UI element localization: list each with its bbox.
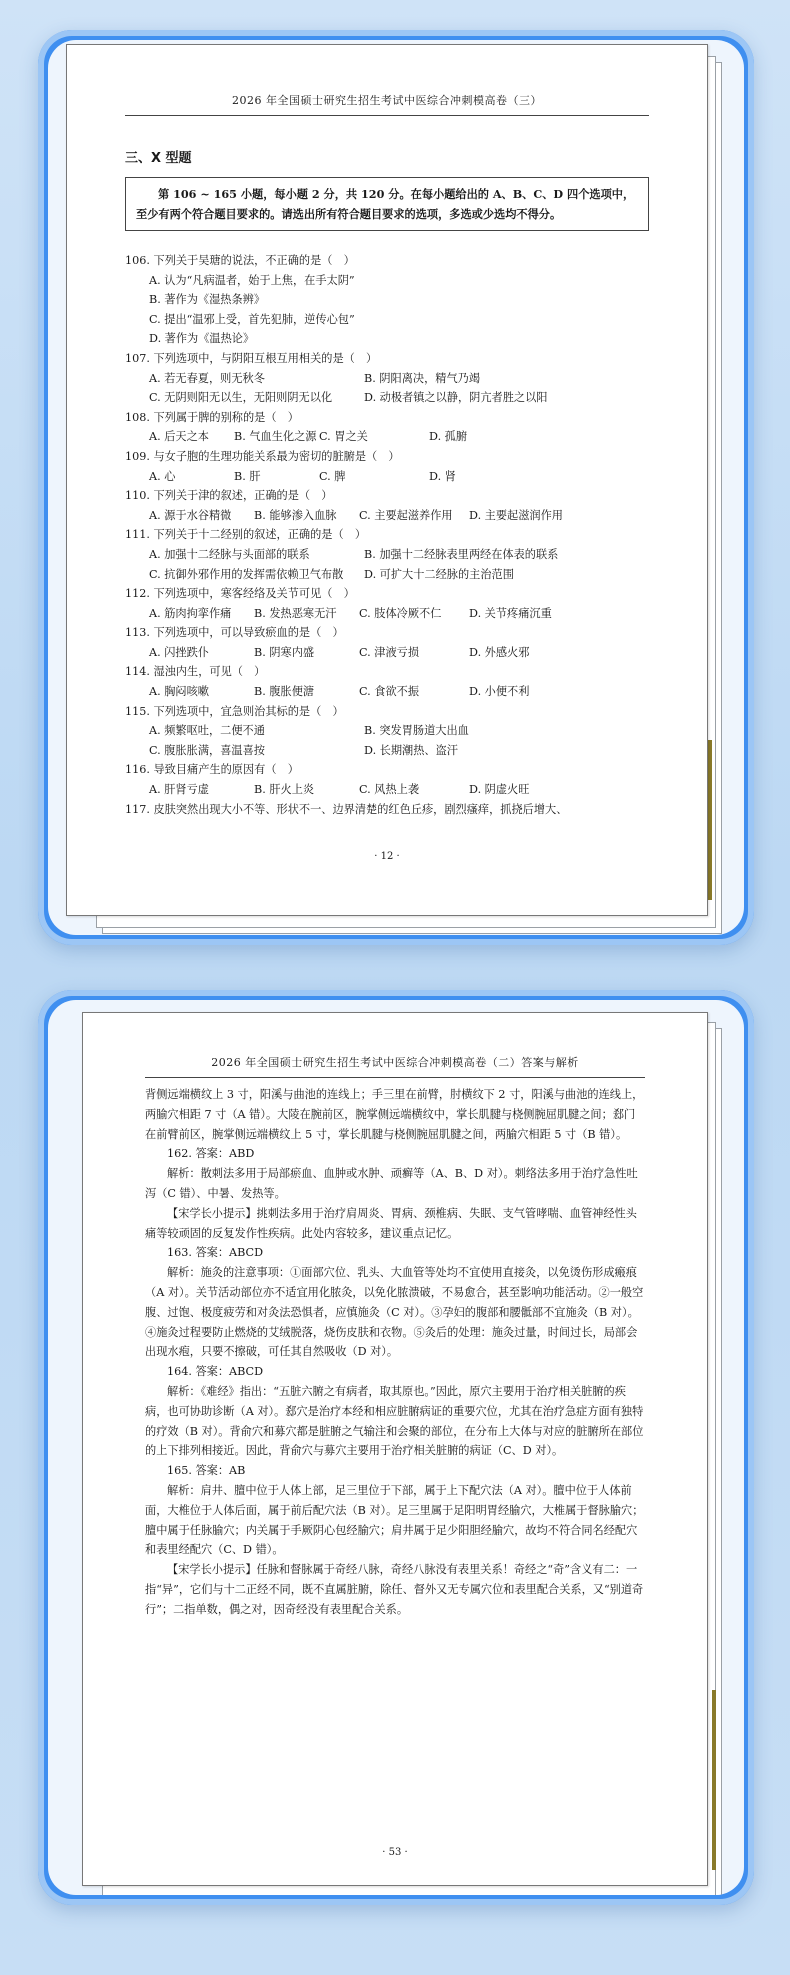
option-a: A. 源于水谷精微 <box>149 508 232 522</box>
option-c: C. 无阴则阳无以生，无阳则阴无以化 <box>149 391 333 405</box>
question-stem: 111. 下列关于十二经别的叙述，正确的是（ ） <box>125 528 367 542</box>
option-c: C. 风热上袭 <box>359 783 420 797</box>
explanation-164: 解析：《难经》指出：“五脏六腑之有病者，取其原也。”因此，原穴主要用于治疗相关脏腑的疾病，也可协助诊断（A 对）。郄穴是治疗本经和相应脏腑病证的重要穴位，尤其在治疗急症方面有独特的疗效（B 对）。背俞穴和募穴都是脏腑之气输注和会聚的部位，在分布上大体与对应的脏腑所在部位的上下排列相接近。因此，背俞穴与募穴主要用于治疗相关脏腑的病证（C、D 对）。 <box>145 1384 644 1458</box>
option-a: A. 若无春夏，则无秋冬 <box>149 371 265 385</box>
instructions-box: 第 106 ~ 165 小题，每小题 2 分，共 120 分。在每小题给出的 A、B、C、D 四个选项中，至少有两个符合题目要求的。请选出所有符合题目要求的选项，多选或少选均不得分。 <box>125 177 649 231</box>
question-stem: 109. 与女子胞的生理功能关系最为密切的脏腑是（ ） <box>125 449 400 463</box>
option-b: B. 突发胃肠道大出血 <box>364 724 469 738</box>
question-109 <box>125 447 667 486</box>
continued-paragraph: 背侧远端横纹上 3 寸，阳溪与曲池的连线上；手三里在前臂，肘横纹下 2 寸，阳溪与曲池的连线上，两腧穴相距 7 寸（A 错）。大陵在腕前区，腕掌侧远端横纹中，掌长肌腱与桡侧腕屈肌腱之间；郄门在前臂前区，腕掌侧远端横纹上 5 寸，掌长肌腱与桡侧腕屈肌腱之间，两腧穴相距 5 寸（B 错）。 <box>145 1088 644 1141</box>
option-d: D. 主要起滋润作用 <box>469 508 563 522</box>
option-b: B. 加强十二经脉表里两经在体表的联系 <box>364 547 559 561</box>
option-b: B. 能够渗入血脉 <box>254 508 337 522</box>
question-115 <box>125 702 667 761</box>
option-d: D. 可扩大十二经脉的主治范围 <box>364 567 514 581</box>
option-b: B. 阴寒内盛 <box>254 645 315 659</box>
page-frame-2 <box>38 990 754 1905</box>
question-stem: 108. 下列属于脾的别称的是（ ） <box>125 410 299 424</box>
tip-165: 【宋学长小提示】任脉和督脉属于奇经八脉，奇经八脉没有表里关系！奇经之“奇”含义有二：一指“异”，它们与十二正经不同，既不直属脏腑，除任、督外又无专属穴位和表里配合关系，又“别道奇行”；二指单数，偶之对，因奇经没有表里配合关系。 <box>145 1563 644 1616</box>
page-frame-1 <box>38 30 754 945</box>
option-a: A. 胸闷咳嗽 <box>149 685 209 699</box>
explanation-163: 解析：施灸的注意事项：①面部穴位、乳头、大血管等处均不宜使用直接灸，以免烫伤形成瘢痕（A 对）。关节活动部位亦不适宜用化脓灸，以免化脓溃破，不易愈合，甚至影响功能活动。②一般空腹、过饱、极度疲劳和对灸法恐惧者，应慎施灸（C 对）。③孕妇的腹部和腰骶部不宜施灸（B 对）。④施灸过程要防止燃烧的艾绒脱落，烧伤皮肤和衣物。⑤灸后的处理：施灸过量，时间过长，局部会出现水疱，只要不擦破，可任其自然吸收（D 对）。 <box>145 1266 644 1359</box>
page-edge-accent <box>712 1690 716 1870</box>
question-113 <box>125 623 667 662</box>
exam-page-12 <box>66 44 708 916</box>
option-a: A. 认为“凡病温者，始于上焦，在手太阴” <box>149 273 355 287</box>
question-111 <box>125 525 667 584</box>
answer-body <box>145 1085 645 1620</box>
option-d: D. 小便不利 <box>469 685 530 699</box>
option-a: A. 加强十二经脉与头面部的联系 <box>149 547 310 561</box>
question-stem: 115. 下列选项中，宜急则治其标的是（ ） <box>125 704 344 718</box>
question-110 <box>125 486 667 525</box>
option-b: B. 发热恶寒无汗 <box>254 606 337 620</box>
option-d: D. 外感火邪 <box>469 645 530 659</box>
question-stem: 110. 下列关于津的叙述，正确的是（ ） <box>125 489 333 503</box>
question-114 <box>125 662 667 701</box>
question-stem: 106. 下列关于吴瑭的说法，不正确的是（ ） <box>125 254 355 267</box>
question-stem: 116. 导致目痛产生的原因有（ ） <box>125 763 299 777</box>
option-a: A. 肝肾亏虚 <box>149 783 209 797</box>
option-c: C. 肢体冷厥不仁 <box>359 606 442 620</box>
option-c: C. 胃之关 <box>319 430 368 444</box>
option-b: B. 肝火上炎 <box>254 783 315 797</box>
question-stem: 112. 下列选项中，寒客经络及关节可见（ ） <box>125 587 355 601</box>
option-d: D. 长期潮热、盗汗 <box>364 743 458 757</box>
option-b: B. 著作为《湿热条辨》 <box>149 293 266 307</box>
answer-163: 163. 答案：ABCD <box>167 1246 264 1260</box>
option-c: C. 提出“温邪上受，首先犯肺，逆传心包” <box>149 312 355 326</box>
question-list <box>125 251 667 819</box>
option-a: A. 筋肉拘挛作痛 <box>149 606 232 620</box>
question-117-partial: 117. 皮肤突然出现大小不等、形状不一、边界清楚的红色丘疹，剧烈瘙痒，抓挠后增大、 <box>125 802 568 816</box>
question-116 <box>125 760 667 799</box>
page-frame-2-inner <box>48 1000 744 1895</box>
question-112 <box>125 584 667 623</box>
section-title: 三、X 型题 <box>125 151 192 166</box>
answer-162: 162. 答案：ABD <box>167 1147 255 1161</box>
option-d: D. 肾 <box>429 469 456 483</box>
page-number: · 12 · <box>374 851 400 862</box>
option-c: C. 主要起滋养作用 <box>359 508 453 522</box>
option-b: B. 气血生化之源 <box>234 430 317 444</box>
question-106 <box>125 251 667 349</box>
page-frame-1-inner <box>48 40 744 935</box>
explanation-162: 解析：散刺法多用于局部瘀血、血肿或水肿、顽癣等（A、B、D 对）。刺络法多用于治疗急性吐泻（C 错）、中暑、发热等。 <box>145 1167 638 1200</box>
question-stem: 107. 下列选项中，与阴阳互根互用相关的是（ ） <box>125 351 378 365</box>
option-a: A. 后天之本 <box>149 430 209 444</box>
option-b: B. 阴阳离决，精气乃竭 <box>364 371 481 385</box>
option-a: A. 心 <box>149 469 176 483</box>
option-a: A. 频繁呕吐，二便不通 <box>149 724 265 738</box>
page-number: · 53 · <box>382 1847 408 1858</box>
tip-162: 【宋学长小提示】挑刺法多用于治疗肩周炎、胃病、颈椎病、失眠、支气管哮喘、血管神经性头痛等较顽固的反复发作性疾病。此处内容较多，建议重点记忆。 <box>145 1206 637 1240</box>
option-c: C. 抗御外邪作用的发挥需依赖卫气布散 <box>149 567 344 581</box>
option-c: C. 脾 <box>319 469 346 483</box>
page-header: 2026 年全国硕士研究生招生考试中医综合冲刺模高卷（二）答案与解析 <box>145 1053 645 1078</box>
option-c: C. 腹胀胀满，喜温喜按 <box>149 743 265 757</box>
option-c: C. 食欲不振 <box>359 685 420 699</box>
question-stem: 114. 湿浊内生，可见（ ） <box>125 665 266 679</box>
option-d: D. 关节疼痛沉重 <box>469 606 552 620</box>
option-d: D. 著作为《温热论》 <box>149 332 255 346</box>
question-108 <box>125 408 667 447</box>
option-b: B. 腹胀便溏 <box>254 685 315 699</box>
question-107 <box>125 349 667 408</box>
answer-165: 165. 答案：AB <box>167 1464 246 1478</box>
page-edge-accent <box>708 740 712 900</box>
page-header: 2026 年全国硕士研究生招生考试中医综合冲刺模高卷（三） <box>125 91 649 116</box>
answer-164: 164. 答案：ABCD <box>167 1365 264 1379</box>
option-d: D. 动极者镇之以静，阴亢者胜之以阳 <box>364 391 548 405</box>
option-d: D. 阴虚火旺 <box>469 783 530 797</box>
question-stem: 113. 下列选项中，可以导致瘀血的是（ ） <box>125 626 344 640</box>
option-d: D. 孤腑 <box>429 430 468 444</box>
option-a: A. 闪挫跌仆 <box>149 645 209 659</box>
option-c: C. 津液亏损 <box>359 645 420 659</box>
answer-page-53 <box>82 1012 708 1886</box>
option-b: B. 肝 <box>234 469 261 483</box>
explanation-165: 解析：肩井、膻中位于人体上部，足三里位于下部，属于上下配穴法（A 对）。膻中位于人体前面，大椎位于人体后面，属于前后配穴法（B 对）。足三里属于足阳明胃经腧穴，大椎属于督脉腧穴；膻中属于任脉腧穴；内关属于手厥阴心包经腧穴；肩井属于足少阳胆经腧穴，故均不符合同名经配穴和表里经配穴（C、D 错）。 <box>145 1483 644 1557</box>
